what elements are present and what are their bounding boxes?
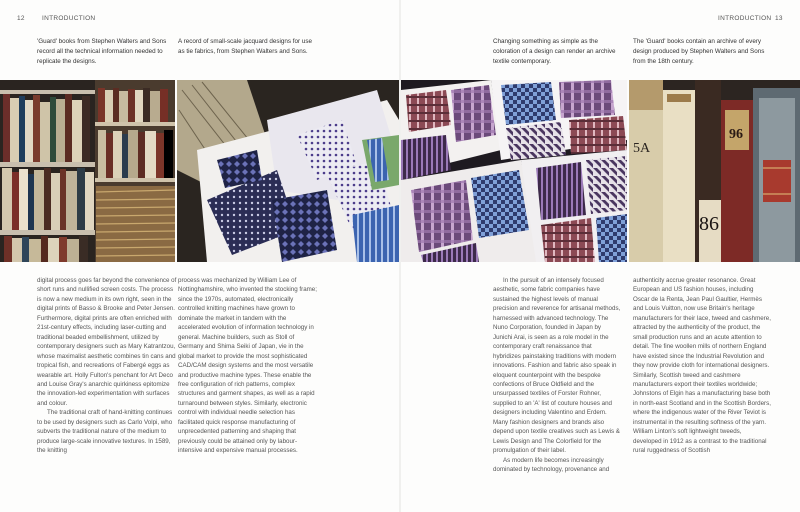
body-paragraph: authenticity accrue greater resonance. Great European and US fashion houses, including Oscar de la Renta, Jean Paul Gaultier, Hermès and Louis Vuitton, now use Britain's heritage manufacturers for their lace, tweed and cashmere, attracted by the authenticity of the product, the small production runs and an acute attention to detail. The fine woollen mills of northern England have existed since the Industrial Revolution and they now provide cloth for international designers. Similarly, Scottish tweed and cashmere manufacturers export their textiles worldwide; Johnstons of Elgin has a manufacturing base both in north-east Scotland and in the Scottish Borders, where the indigenous water of the River Teviot is instrumental in the resulting softness of the yarn. William Linton's soft lightweight tweeds, developed in 1912 as a contrast to the traditional rural ruggedness of Scottish <box>633 277 771 455</box>
body-paragraph: digital process goes far beyond the convenience of short runs and nullified screen costs. The process is now a new medium in its own right, seen in the digital prints of Basso & Brooke and Peter Jensen. Furthermore, digital prints are often enriched with 21st-century effects, including laser-cutting and traditional beaded embellishment, utilized by contemporary designers such as Mary Katrantzou, whose maximalist aesthetic combines tin cans and tropical fish, and recreations of Fabergé eggs as wearable art. Holly Fulton's penchant for Art Deco and Louise Gray's anarchic quirkiness epitomize the innovation-led experimentation with surfaces and colour. <box>37 277 177 407</box>
right-page-number: 13 <box>775 15 783 22</box>
volume-label-86: 86 <box>699 213 719 235</box>
body-paragraph: The traditional craft of hand-knitting continues to be used by designers such as Carlo Volpi, who subverts the traditional nature of the medium to produce large-scale innovative textures. In 1589, the knitting <box>37 409 173 455</box>
photo-guard-books-shelves <box>0 80 175 262</box>
photo-caption-3: Changing something as simple as the coloration of a design can render an archive textile contemporary. <box>493 38 616 65</box>
body-paragraph: In the pursuit of an intensely focused aesthetic, some fabric companies have sustained the highest levels of manual precision and reverence for artisanal methods, harnessed with advanced technology. The Nuno Corporation, founded in Japan by Junichi Arai, is seen as a role model in the contemporary craft renaissance that hybridizes painstaking traditions with modern innovations. Fashion and fabric also speak in eloquent counterpoint with the bespoke confections of Bruce Oldfield and the unsurpassed textiles of Forster Rohner, supplied to an 'A' list of couture houses and designers including Valentino and Erdem. Many fashion designers and brands also depend upon textile creatives such as Lewis & Lewis Design and The Colorfield for the promulgation of their label. <box>493 277 621 455</box>
body-column-3 <box>493 276 621 475</box>
photo-numbered-archive-volumes <box>629 80 800 262</box>
photo-caption-4: The 'Guard' books contain an archive of every design produced by Stephen Walters and Sons from the 18th century. <box>633 38 765 65</box>
left-running-header: INTRODUCTION <box>42 15 96 22</box>
body-column-2 <box>178 276 318 456</box>
right-running-header: INTRODUCTION <box>718 15 772 22</box>
body-paragraph: As modern life becomes increasingly dominated by technology, provenance and <box>493 456 610 474</box>
left-page-number: 12 <box>17 15 25 22</box>
volume-label-96: 96 <box>729 127 743 142</box>
body-column-1 <box>37 276 177 456</box>
photo-caption-1: 'Guard' books from Stephen Walters and Sons record all the technical information needed to replicate the designs. <box>37 38 167 65</box>
body-paragraph: process was mechanized by William Lee of Nottinghamshire, who invented the stocking frame; since the 1970s, automated, electronically controlled knitting machines have grown to dominate the market in tandem with the accelerated evolution of information technology in general. Machine builders, such as Stoll of Germany and Shima Seiki of Japan, vie in the global market to provide the most sophisticated CAD/CAM design systems and the most versatile and productive machine types. These enable the free configuration of rich patterns, complex structures and garment shapes, as well as a rapid turnaround between styles. Similarly, electronic control with individual needle selection has facilitated quick response manufacturing of unprecedented patterning and shaping that previously could be attained only by labour-intensive and expensive manual processes. <box>178 277 317 455</box>
photo-jacquard-tie-swatches <box>177 80 399 262</box>
photo-caption-2: A record of small-scale jacquard designs for use as tie fabrics, from Stephen Walters and Sons. <box>178 38 313 55</box>
photo-recoloured-woven-swatches <box>401 80 627 262</box>
body-column-4 <box>633 276 771 456</box>
volume-label-5a: 5A <box>633 141 651 156</box>
